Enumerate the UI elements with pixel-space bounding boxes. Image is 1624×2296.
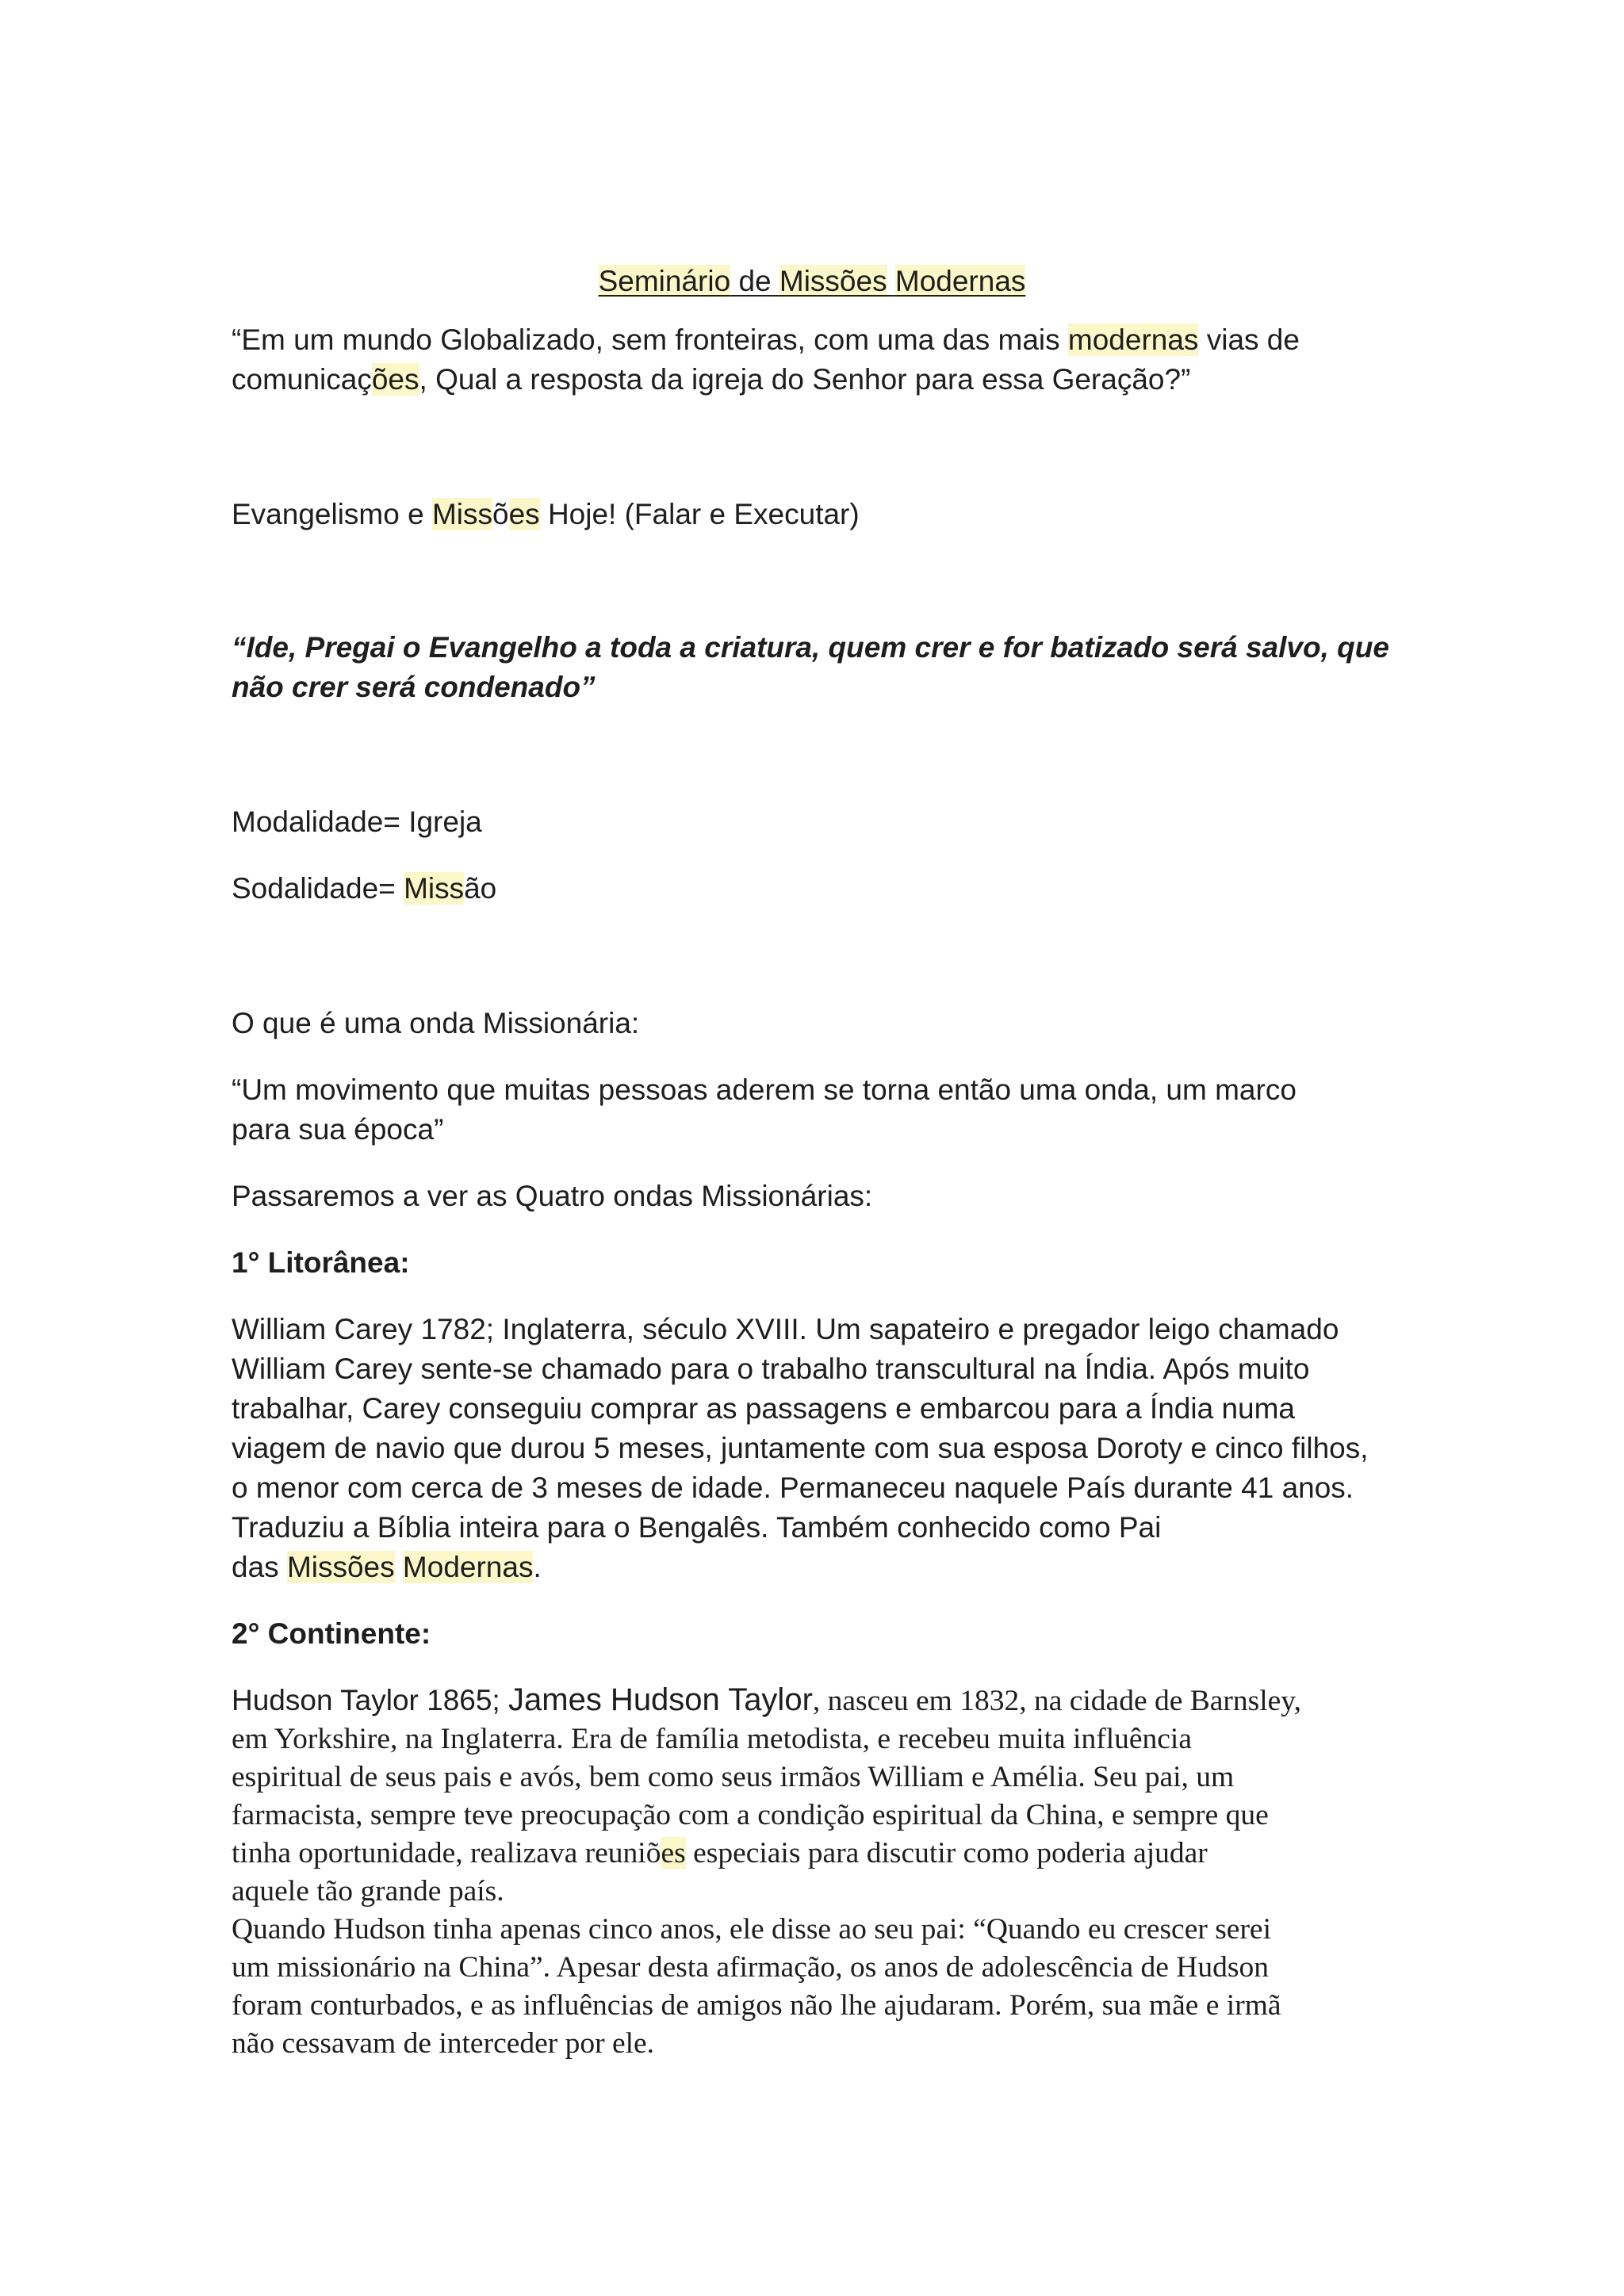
- text-span: “Em um mundo Globalizado, sem fronteiras, com uma das mais: [232, 323, 1068, 356]
- wave2-paragraph: [232, 1681, 1405, 2063]
- text-line: William Carey sente-se chamado para o trabalho transcultural na Índia. Após muito: [232, 1353, 1310, 1385]
- text-span: especiais para discutir como poderia ajudar: [685, 1837, 1208, 1869]
- text-line: Quando Hudson tinha apenas cinco anos, ele disse ao seu pai: “Quando eu crescer serei: [232, 1913, 1271, 1946]
- highlighted-text: Modernas: [402, 1551, 534, 1583]
- text-span: vias de: [1198, 323, 1300, 356]
- text-span: das: [232, 1551, 287, 1583]
- text-span: ão: [464, 872, 497, 905]
- text-line: Traduziu a Bíblia inteira para o Bengalês. Também conhecido como Pai: [232, 1511, 1162, 1544]
- document-title: [232, 255, 1405, 308]
- title-word: Missões: [779, 265, 887, 297]
- title-word: Modernas: [894, 265, 1026, 297]
- title-word: [887, 265, 895, 297]
- text-line: espiritual de seus pais e avós, bem como seus irmãos William e Amélia. Seu pai, um: [232, 1761, 1235, 1793]
- text-line: o menor com cerca de 3 meses de idade. Permaneceu naquele País durante 41 anos.: [232, 1471, 1354, 1504]
- text-line: não cessavam de interceder por ele.: [232, 2027, 655, 2060]
- text-line: um missionário na China”. Apesar desta afirmação, os anos de adolescência de Hudson: [232, 1951, 1269, 1984]
- text-span: , nasceu em 1832, na cidade de Barnsley,: [812, 1685, 1301, 1717]
- onda-definition: [232, 1070, 1405, 1150]
- question-paragraph: [232, 320, 1405, 400]
- text-span: James Hudson Taylor: [508, 1682, 813, 1717]
- text-span: comunicaç: [232, 363, 372, 396]
- highlighted-text: modernas: [1067, 323, 1199, 356]
- text-span: Evangelismo e: [232, 498, 432, 530]
- text-line: farmacista, sempre teve preocupação com a condição espiritual da China, e sempre que: [232, 1799, 1269, 1831]
- text-line: trabalhar, Carey conseguiu comprar as passagens e embarcou para a Índia numa: [232, 1392, 1295, 1425]
- wave1-heading: 1° Litorânea:: [232, 1246, 410, 1279]
- text-line: foram conturbados, e as influências de amigos não lhe ajudaram. Porém, sua mãe e irmã: [232, 1989, 1281, 2022]
- text-span: Sodalidade=: [232, 872, 404, 905]
- text-span: para sua época”: [232, 1113, 444, 1146]
- highlighted-text: ões: [371, 363, 419, 396]
- title-word: Seminário: [598, 265, 731, 297]
- evangelism-line: [232, 495, 1405, 534]
- title-word: de: [730, 265, 779, 297]
- highlighted-text: Miss: [431, 498, 493, 530]
- text-span: Hoje! (Falar e Executar): [539, 498, 860, 530]
- wave2-heading: 2° Continente:: [232, 1617, 431, 1650]
- wave1-paragraph: [232, 1310, 1405, 1587]
- text-span: õ: [492, 498, 509, 530]
- highlighted-text: Miss: [404, 872, 465, 905]
- highlighted-text: es: [508, 498, 540, 530]
- passaremos-line: Passaremos a ver as Quatro ondas Missionárias:: [232, 1180, 873, 1212]
- text-line: viagem de navio que durou 5 meses, juntamente com sua esposa Doroty e cinco filhos,: [232, 1432, 1369, 1464]
- modalidade-line: Modalidade= Igreja: [232, 806, 482, 838]
- bible-verse: [232, 628, 1405, 707]
- text-span: “Um movimento que muitas pessoas aderem se torna então uma onda, um marco: [232, 1073, 1297, 1106]
- sodalidade-line: [232, 869, 1405, 909]
- highlighted-text: es: [661, 1837, 686, 1869]
- onda-question: O que é uma onda Missionária:: [232, 1007, 640, 1039]
- text-span: tinha oportunidade, realizava reuniõ: [232, 1837, 661, 1869]
- text-span: [395, 1551, 403, 1583]
- document-page: [232, 255, 1405, 2063]
- text-span: Hudson Taylor 1865;: [232, 1684, 508, 1716]
- text-line: aquele tão grande país.: [232, 1875, 504, 1908]
- verse-line: não crer será condenado”: [232, 671, 596, 703]
- highlighted-text: Missões: [286, 1551, 395, 1583]
- text-span: .: [533, 1551, 542, 1583]
- text-line: William Carey 1782; Inglaterra, século XVIII. Um sapateiro e pregador leigo chamado: [232, 1313, 1339, 1345]
- text-span: , Qual a resposta da igreja do Senhor para essa Geração?”: [419, 363, 1191, 396]
- verse-line: “Ide, Pregai o Evangelho a toda a criatura, quem crer e for batizado será salvo, que: [232, 631, 1389, 664]
- text-line: em Yorkshire, na Inglaterra. Era de família metodista, e recebeu muita influência: [232, 1723, 1192, 1755]
